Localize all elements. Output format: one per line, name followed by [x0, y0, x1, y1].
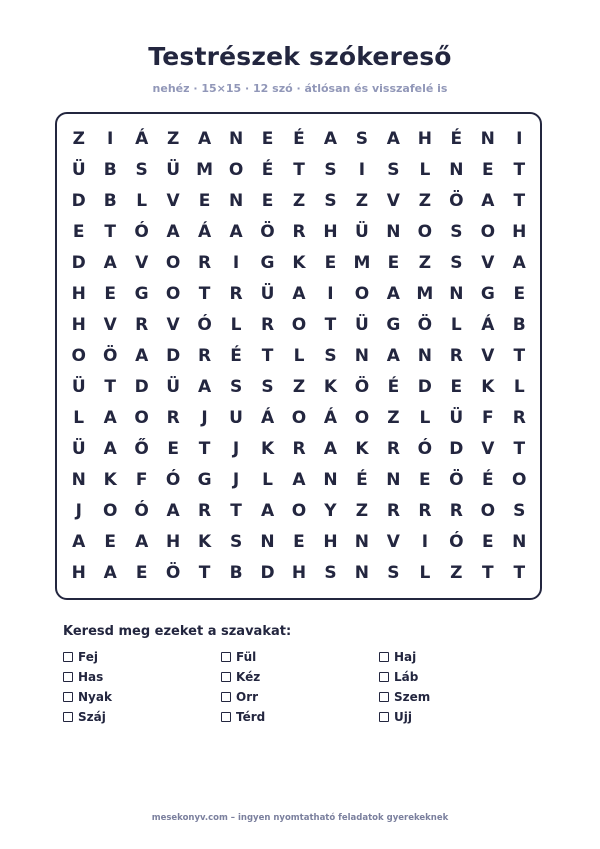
- checkbox-icon[interactable]: [379, 672, 389, 682]
- grid-cell: V: [166, 190, 180, 211]
- grid-cell: Ü: [260, 283, 275, 304]
- grid-cell: E: [261, 190, 274, 211]
- word-item: [379, 650, 537, 663]
- grid-cell: K: [355, 439, 369, 460]
- grid-cell: S: [324, 345, 337, 366]
- word-item: [221, 670, 379, 683]
- grid-cell: E: [104, 532, 116, 553]
- checkbox-icon[interactable]: [221, 672, 231, 682]
- word-label: Fej: [78, 649, 98, 664]
- grid-cell: R: [135, 314, 149, 335]
- grid-cell: R: [166, 408, 180, 429]
- grid-cell: B: [229, 563, 243, 584]
- page-subtitle: nehéz · 15×15 · 12 szó · átlósan és visszafelé is: [152, 82, 448, 95]
- grid-cell: L: [293, 345, 305, 366]
- grid-cell: N: [386, 221, 401, 242]
- grid-cell: M: [353, 252, 371, 273]
- grid-cell: B: [103, 190, 117, 211]
- grid-cell: R: [386, 501, 400, 522]
- grid-cell: T: [104, 377, 116, 398]
- grid-cell: N: [354, 563, 370, 584]
- grid-cell: E: [167, 439, 179, 460]
- grid-cell: Z: [450, 563, 463, 584]
- checkbox-icon[interactable]: [63, 672, 73, 682]
- grid-cell: Ö: [354, 377, 370, 398]
- word-label: Fül: [236, 649, 257, 664]
- grid-cell: Ó: [449, 532, 464, 553]
- grid-cell: A: [166, 501, 180, 522]
- grid-cell: B: [512, 314, 526, 335]
- grid-cell: T: [198, 439, 211, 460]
- grid-cell: V: [386, 532, 400, 553]
- grid-cell: I: [516, 128, 523, 149]
- grid-cell: S: [324, 190, 337, 211]
- grid-cell: H: [291, 563, 307, 584]
- grid-cell: Ü: [166, 159, 181, 180]
- grid-cell: F: [135, 470, 148, 491]
- grid-cell: A: [103, 439, 117, 460]
- grid-cell: Y: [324, 501, 337, 522]
- grid-cell: T: [104, 221, 116, 242]
- grid-cell: R: [229, 283, 243, 304]
- word-label: Szem: [394, 689, 431, 704]
- word-label: Láb: [394, 669, 419, 684]
- grid-cell: S: [324, 159, 337, 180]
- grid-cell: T: [513, 439, 526, 460]
- checkbox-icon[interactable]: [221, 652, 231, 662]
- grid-cell: A: [103, 408, 117, 429]
- grid-cell: O: [291, 501, 307, 522]
- grid-cell: Á: [198, 221, 212, 242]
- grid-cell: T: [513, 345, 526, 366]
- grid-cell: L: [513, 377, 525, 398]
- grid-cell: N: [449, 283, 464, 304]
- grid-cell: N: [354, 532, 370, 553]
- grid-cell: Z: [418, 252, 432, 273]
- grid-cell: Ü: [355, 314, 369, 335]
- grid-cell: N: [228, 128, 244, 149]
- grid-cell: Z: [72, 128, 85, 149]
- grid-cell: N: [449, 159, 464, 180]
- grid-cell: O: [165, 283, 181, 304]
- grid-cell: Ü: [71, 159, 86, 180]
- grid-cell: S: [229, 377, 243, 398]
- grid-cell: D: [71, 190, 86, 211]
- checkbox-icon[interactable]: [379, 652, 389, 662]
- grid-cell: T: [230, 501, 242, 522]
- grid-cell: H: [71, 283, 86, 304]
- grid-cell: A: [292, 283, 306, 304]
- grid-cell: A: [198, 377, 212, 398]
- grid-cell: V: [481, 252, 495, 273]
- grid-cell: E: [324, 252, 337, 273]
- grid-cell: É: [481, 470, 494, 491]
- grid-cell: A: [386, 283, 400, 304]
- grid-cell: G: [260, 252, 275, 273]
- grid-cell: H: [166, 532, 181, 553]
- grid-cell: M: [416, 283, 434, 304]
- word-item: [221, 690, 379, 703]
- grid-cell: H: [512, 221, 527, 242]
- grid-cell: A: [512, 252, 526, 273]
- grid-cell: I: [421, 532, 429, 553]
- grid-cell: A: [135, 345, 149, 366]
- word-item: [63, 650, 221, 663]
- grid-cell: Ö: [165, 563, 181, 584]
- grid-cell: Ö: [260, 221, 275, 242]
- grid-cell: N: [71, 470, 86, 491]
- grid-cell: O: [71, 345, 86, 366]
- grid-cell: L: [419, 408, 431, 429]
- grid-cell: O: [480, 501, 496, 522]
- grid-cell: R: [512, 408, 526, 429]
- word-label: Nyak: [78, 689, 112, 704]
- grid-cell: Ö: [417, 314, 433, 335]
- grid-cell: V: [481, 439, 495, 460]
- grid-cell: J: [75, 501, 82, 522]
- grid-cell: A: [386, 128, 400, 149]
- grid-cell: I: [327, 283, 334, 304]
- grid-cell: H: [71, 563, 86, 584]
- grid-cell: N: [480, 128, 495, 149]
- grid-cell: K: [481, 377, 495, 398]
- word-item: [221, 710, 379, 723]
- grid-cell: U: [229, 408, 243, 429]
- word-item: [379, 670, 537, 683]
- grid-cell: É: [356, 470, 368, 491]
- grid-cell: S: [135, 159, 148, 180]
- grid-cell: V: [103, 314, 117, 335]
- grid-cell: A: [481, 190, 495, 211]
- word-item: [379, 690, 537, 703]
- grid-cell: Ő: [134, 439, 149, 460]
- word-list-heading: Keresd meg ezeket a szavakat:: [63, 624, 292, 639]
- grid-cell: N: [417, 345, 432, 366]
- word-label: Kéz: [236, 669, 261, 684]
- footer-credit: mesekonyv.com – ingyen nyomtatható feladatok gyerekeknek: [151, 813, 449, 823]
- grid-cell: E: [450, 377, 463, 398]
- checkbox-icon[interactable]: [221, 712, 231, 722]
- grid-cell: J: [232, 470, 240, 491]
- grid-cell: S: [513, 501, 526, 522]
- grid-cell: V: [166, 314, 180, 335]
- grid-cell: E: [104, 283, 116, 304]
- grid-cell: T: [513, 159, 526, 180]
- grid-cell: E: [481, 159, 494, 180]
- grid-cell: K: [292, 252, 306, 273]
- grid-cell: S: [324, 563, 337, 584]
- grid-cell: H: [323, 221, 338, 242]
- grid-cell: L: [230, 314, 242, 335]
- grid-cell: I: [358, 159, 366, 180]
- grid-cell: L: [73, 408, 85, 429]
- grid-cell: Á: [260, 408, 275, 429]
- grid-cell: S: [450, 252, 463, 273]
- grid-cell: E: [293, 532, 305, 553]
- grid-cell: O: [512, 470, 527, 491]
- grid-cell: R: [386, 439, 400, 460]
- grid-cell: I: [107, 128, 114, 149]
- grid-cell: E: [387, 252, 400, 273]
- grid-cell: H: [323, 532, 338, 553]
- grid-cell: A: [72, 532, 86, 553]
- grid-cell: E: [419, 470, 431, 491]
- grid-cell: R: [449, 501, 463, 522]
- grid-cell: K: [198, 532, 212, 553]
- grid-cell: E: [261, 128, 274, 149]
- grid-cell: T: [324, 314, 337, 335]
- grid-cell: A: [166, 221, 180, 242]
- grid-cell: É: [261, 159, 274, 180]
- grid-cell: T: [198, 283, 211, 304]
- grid-cell: Ó: [197, 314, 212, 335]
- grid-cell: L: [136, 190, 148, 211]
- word-item: [63, 690, 221, 703]
- grid-cell: H: [71, 314, 86, 335]
- grid-cell: Z: [355, 501, 369, 522]
- grid-cell: E: [198, 190, 211, 211]
- grid-cell: Z: [387, 408, 400, 429]
- grid-cell: S: [261, 377, 274, 398]
- grid-cell: Ó: [165, 470, 181, 491]
- grid-cell: G: [480, 283, 495, 304]
- grid-cell: É: [293, 128, 305, 149]
- grid-cell: G: [134, 283, 149, 304]
- grid-cell: O: [134, 408, 149, 429]
- grid-cell: A: [323, 128, 338, 149]
- grid-cell: G: [386, 314, 401, 335]
- grid-cell: L: [450, 314, 462, 335]
- grid-cell: Ó: [134, 221, 149, 242]
- grid-cell: S: [387, 563, 400, 584]
- grid-cell: Ó: [134, 501, 149, 522]
- grid-cell: É: [387, 377, 400, 398]
- grid-cell: A: [198, 128, 212, 149]
- grid-cell: V: [135, 252, 149, 273]
- grid-cell: L: [419, 159, 431, 180]
- grid-cell: E: [481, 532, 494, 553]
- grid-cell: S: [450, 221, 463, 242]
- grid-cell: T: [261, 345, 274, 366]
- word-label: Térd: [236, 709, 266, 724]
- grid-cell: O: [228, 159, 244, 180]
- grid-cell: A: [103, 252, 117, 273]
- word-label: Ujj: [394, 709, 412, 724]
- grid-cell: Ö: [102, 345, 118, 366]
- checkbox-icon[interactable]: [63, 712, 73, 722]
- word-item: [379, 710, 537, 723]
- grid-cell: É: [230, 345, 242, 366]
- grid-cell: I: [232, 252, 240, 273]
- grid-cell: Ü: [449, 408, 464, 429]
- grid-cell: O: [354, 283, 370, 304]
- grid-cell: M: [196, 159, 214, 180]
- grid-cell: E: [513, 283, 526, 304]
- grid-cell: Z: [355, 190, 369, 211]
- grid-cell: T: [513, 563, 526, 584]
- grid-cell: G: [197, 470, 212, 491]
- grid-cell: T: [481, 563, 494, 584]
- grid-cell: O: [291, 314, 307, 335]
- grid-cell: Z: [418, 190, 432, 211]
- grid-cell: J: [232, 439, 240, 460]
- grid-cell: Ö: [449, 470, 464, 491]
- grid-cell: R: [292, 439, 306, 460]
- grid-cell: É: [450, 128, 463, 149]
- grid-cell: E: [72, 221, 85, 242]
- grid-cell: D: [417, 377, 432, 398]
- grid-cell: Z: [166, 128, 180, 149]
- grid-cell: S: [387, 159, 400, 180]
- grid-cell: O: [102, 501, 118, 522]
- grid-cell: A: [260, 501, 275, 522]
- grid-cell: R: [449, 345, 463, 366]
- grid-cell: Ü: [166, 377, 181, 398]
- grid-cell: R: [260, 314, 275, 335]
- grid-cell: N: [386, 470, 401, 491]
- grid-cell: H: [417, 128, 432, 149]
- checkbox-icon[interactable]: [379, 692, 389, 702]
- grid-cell: A: [135, 532, 149, 553]
- grid-cell: R: [198, 501, 212, 522]
- grid-cell: J: [201, 408, 208, 429]
- grid-cell: S: [355, 128, 369, 149]
- word-list: [63, 650, 538, 723]
- grid-cell: D: [449, 439, 464, 460]
- checkbox-icon[interactable]: [63, 652, 73, 662]
- grid-cell: K: [260, 439, 275, 460]
- grid-cell: V: [386, 190, 400, 211]
- grid-cell: R: [292, 221, 306, 242]
- grid-cell: Á: [135, 128, 149, 149]
- word-label: Haj: [394, 649, 417, 664]
- word-label: Orr: [236, 689, 259, 704]
- grid-cell: O: [480, 221, 496, 242]
- grid-cell: A: [103, 563, 117, 584]
- grid-cell: E: [135, 563, 148, 584]
- grid-cell: R: [418, 501, 432, 522]
- grid-cell: N: [260, 532, 275, 553]
- grid-cell: A: [386, 345, 400, 366]
- grid-cell: N: [512, 532, 527, 553]
- grid-cell: L: [419, 563, 431, 584]
- grid-cell: D: [166, 345, 181, 366]
- grid-cell: A: [323, 439, 338, 460]
- grid-cell: V: [481, 345, 495, 366]
- grid-cell: O: [165, 252, 181, 273]
- word-label: Has: [78, 669, 104, 684]
- word-item: [63, 710, 221, 723]
- grid-cell: Ü: [355, 221, 369, 242]
- grid-cell: R: [198, 252, 212, 273]
- grid-cell: F: [481, 408, 494, 429]
- grid-cell: D: [260, 563, 275, 584]
- grid-cell: L: [262, 470, 273, 491]
- word-label: Száj: [78, 709, 106, 724]
- page-title: Testrészek szókereső: [148, 42, 452, 71]
- grid-cell: N: [228, 190, 244, 211]
- grid-cell: K: [103, 470, 117, 491]
- grid-cell: Ü: [71, 377, 86, 398]
- grid-cell: N: [323, 470, 338, 491]
- grid-cell: Ó: [417, 439, 433, 460]
- grid-cell: Ü: [71, 439, 86, 460]
- grid-cell: S: [229, 532, 243, 553]
- grid-cell: A: [292, 470, 306, 491]
- grid-cell: Á: [323, 408, 338, 429]
- checkbox-icon[interactable]: [63, 692, 73, 702]
- grid-cell: O: [354, 408, 370, 429]
- grid-cell: T: [198, 563, 211, 584]
- grid-cell: D: [71, 252, 86, 273]
- grid-cell: R: [198, 345, 212, 366]
- word-item: [221, 650, 379, 663]
- checkbox-icon[interactable]: [379, 712, 389, 722]
- grid-cell: K: [323, 377, 338, 398]
- grid-cell: Ö: [449, 190, 464, 211]
- grid-cell: T: [293, 159, 305, 180]
- word-item: [63, 670, 221, 683]
- grid-cell: O: [417, 221, 433, 242]
- grid-cell: Z: [292, 377, 306, 398]
- grid-cell: D: [134, 377, 149, 398]
- grid-cell: T: [513, 190, 526, 211]
- grid-cell: N: [354, 345, 370, 366]
- checkbox-icon[interactable]: [221, 692, 231, 702]
- letter-grid: [63, 123, 535, 589]
- grid-cell: Z: [292, 190, 306, 211]
- grid-cell: Á: [481, 314, 495, 335]
- grid-cell: A: [229, 221, 243, 242]
- grid-cell: B: [103, 159, 117, 180]
- grid-cell: O: [291, 408, 307, 429]
